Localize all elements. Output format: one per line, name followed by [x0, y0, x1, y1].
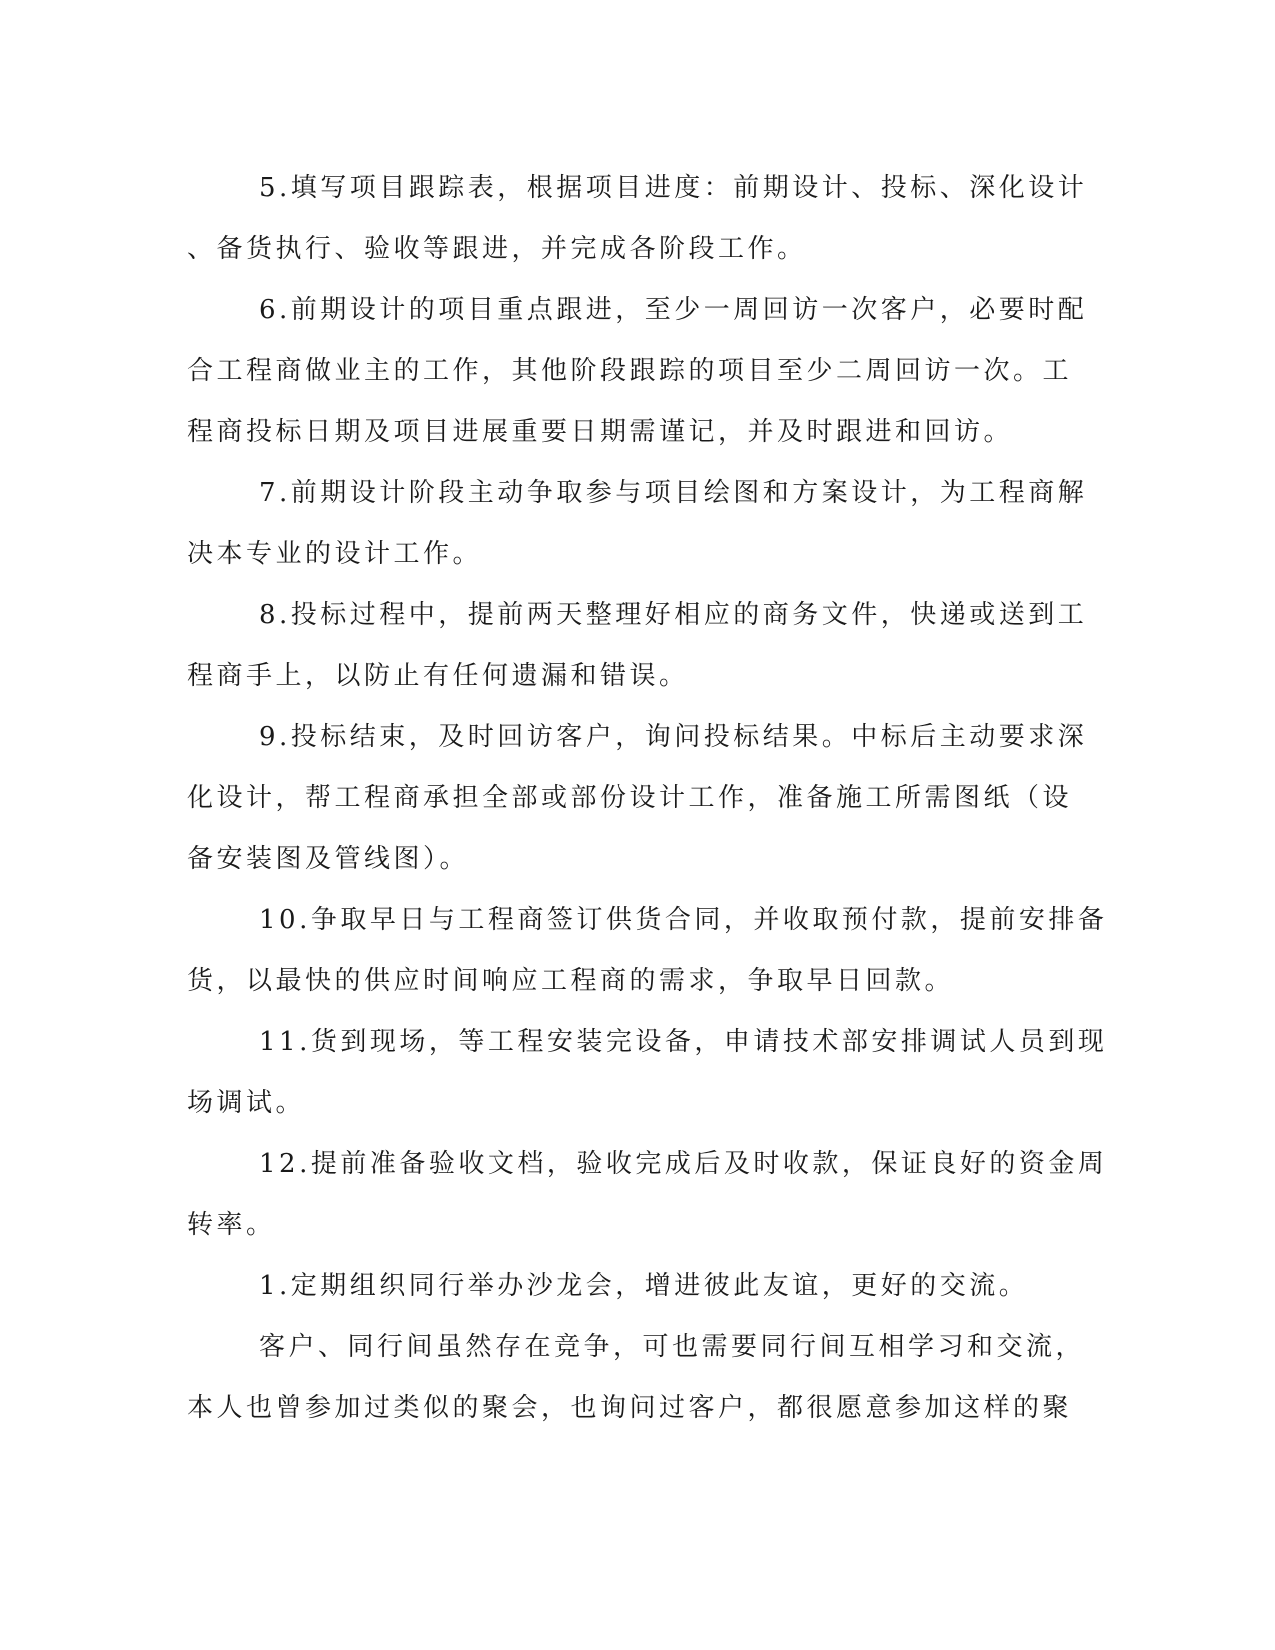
text-line: 化设计，帮工程商承担全部或部份设计工作，准备施工所需图纸（设 — [187, 783, 1073, 813]
text-line: 11.货到现场，等工程安装完设备，申请技术部安排调试人员到现 — [259, 1027, 1108, 1057]
text-line: 8.投标过程中，提前两天整理好相应的商务文件，快递或送到工 — [259, 600, 1088, 630]
text-line: 5.填写项目跟踪表，根据项目进度：前期设计、投标、深化设计 — [259, 173, 1088, 203]
text-line: 9.投标结束，及时回访客户，询问投标结果。中标后主动要求深 — [259, 722, 1088, 752]
text-line: 货，以最快的供应时间响应工程商的需求，争取早日回款。 — [187, 966, 955, 996]
text-line: 客户、同行间虽然存在竞争，可也需要同行间互相学习和交流， — [259, 1332, 1086, 1362]
text-line: 7.前期设计阶段主动争取参与项目绘图和方案设计，为工程商解 — [259, 478, 1088, 508]
text-line: 本人也曾参加过类似的聚会，也询问过客户，都很愿意参加这样的聚 — [187, 1393, 1073, 1423]
text-line: 1.定期组织同行举办沙龙会，增进彼此友谊，更好的交流。 — [259, 1271, 1029, 1301]
text-line: 场调试。 — [187, 1088, 306, 1118]
text-line: 6.前期设计的项目重点跟进，至少一周回访一次客户，必要时配 — [259, 295, 1088, 325]
text-line: 12.提前准备验收文档，验收完成后及时收款，保证良好的资金周 — [259, 1149, 1108, 1179]
text-line: 合工程商做业主的工作，其他阶段跟踪的项目至少二周回访一次。工 — [187, 356, 1073, 386]
text-line: 转率。 — [187, 1210, 276, 1240]
text-line: 10.争取早日与工程商签订供货合同，并收取预付款，提前安排备 — [259, 905, 1108, 935]
text-line: 决本专业的设计工作。 — [187, 539, 483, 569]
text-line: 备安装图及管线图）。 — [187, 844, 470, 874]
document-body — [187, 158, 1108, 1439]
text-line: 程商投标日期及项目进展重要日期需谨记，并及时跟进和回访。 — [187, 417, 1014, 447]
text-line: 程商手上，以防止有任何遗漏和错误。 — [187, 661, 689, 691]
text-line: 、备货执行、验收等跟进，并完成各阶段工作。 — [187, 234, 807, 264]
